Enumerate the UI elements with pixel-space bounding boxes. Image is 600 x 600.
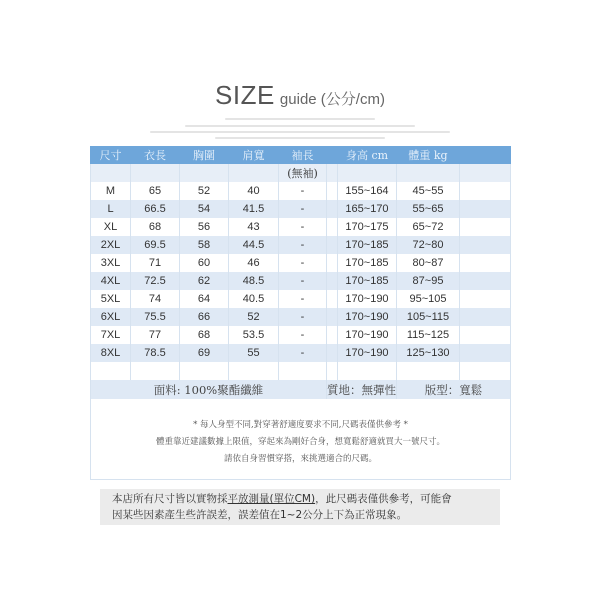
table-cell: 170~185 [338, 254, 397, 272]
size-table [90, 146, 511, 480]
table-cell [327, 308, 338, 326]
title-main: SIZE [215, 80, 275, 110]
blank-cell [338, 362, 397, 380]
table-cell: 72.5 [131, 272, 180, 290]
table-cell [460, 344, 511, 362]
table-cell: - [279, 308, 327, 326]
table-row [91, 290, 511, 308]
table-cell: 125~130 [397, 344, 460, 362]
table-cell [460, 308, 511, 326]
table-cell: 8XL [91, 344, 131, 362]
table-cell: 62 [180, 272, 229, 290]
table-cell: 43 [229, 218, 279, 236]
disclaimer-underlined: 平放測量(單位CM) [227, 493, 316, 505]
table-cell: 74 [131, 290, 180, 308]
table-cell: - [279, 182, 327, 200]
table-cell: 55 [229, 344, 279, 362]
table-cell [327, 290, 338, 308]
disclaimer-pre: 本店所有尺寸皆以實物採 [112, 493, 228, 505]
table-cell: 170~190 [338, 344, 397, 362]
table-cell: 75.5 [131, 308, 180, 326]
table-cell: 115~125 [397, 326, 460, 344]
column-header: 衣長 [131, 146, 180, 164]
table-cell: 170~175 [338, 218, 397, 236]
table-cell: 105~115 [397, 308, 460, 326]
table-cell [327, 326, 338, 344]
table-cell [327, 272, 338, 290]
table-row [91, 182, 511, 200]
blank-cell [327, 362, 338, 380]
table-row [91, 308, 511, 326]
table-cell: 170~190 [338, 308, 397, 326]
table-cell: 68 [131, 218, 180, 236]
table-cell: 4XL [91, 272, 131, 290]
table-cell: 55~65 [397, 200, 460, 218]
table-cell [460, 218, 511, 236]
table-cell [460, 326, 511, 344]
disclaimer-post: ，此尺碼表僅供參考，可能會 [315, 493, 452, 505]
material-row [91, 380, 511, 399]
table-cell [460, 182, 511, 200]
blank-cell [279, 362, 327, 380]
table-cell: 64 [180, 290, 229, 308]
table-cell: - [279, 254, 327, 272]
table-cell: M [91, 182, 131, 200]
subheader-cell [180, 164, 229, 182]
notes-row [91, 399, 511, 480]
table-row [91, 344, 511, 362]
table-cell [460, 200, 511, 218]
table-cell: 2XL [91, 236, 131, 254]
table-cell [460, 272, 511, 290]
blank-cell [91, 362, 131, 380]
table-row [91, 236, 511, 254]
texture-cell: 質地：無彈性 [327, 380, 397, 399]
blank-cell [229, 362, 279, 380]
table-cell [327, 344, 338, 362]
table-cell: 170~190 [338, 290, 397, 308]
table-cell [327, 218, 338, 236]
table-row [91, 254, 511, 272]
table-cell [327, 200, 338, 218]
table-cell: XL [91, 218, 131, 236]
table-cell: 72~80 [397, 236, 460, 254]
column-header: 尺寸 [91, 146, 131, 164]
table-cell: 66 [180, 308, 229, 326]
fit-cell: 版型：寬鬆 [397, 380, 511, 399]
table-cell: 53.5 [229, 326, 279, 344]
blank-cell [180, 362, 229, 380]
blank-row [91, 362, 511, 380]
subheader-cell [91, 164, 131, 182]
column-header [327, 146, 338, 164]
table-cell: 46 [229, 254, 279, 272]
blank-cell [397, 362, 460, 380]
table-cell: 170~185 [338, 236, 397, 254]
table-cell: 80~87 [397, 254, 460, 272]
table-cell: - [279, 236, 327, 254]
column-header: 身高 cm [338, 146, 397, 164]
table-cell: 65~72 [397, 218, 460, 236]
subheader-cell [397, 164, 460, 182]
table-cell: 58 [180, 236, 229, 254]
table-cell: 5XL [91, 290, 131, 308]
table-row [91, 272, 511, 290]
table-cell: 68 [180, 326, 229, 344]
material-cell: 面料: 100%聚酯纖維 [91, 380, 327, 399]
table-cell [327, 236, 338, 254]
table-cell [327, 254, 338, 272]
table-cell: 170~190 [338, 326, 397, 344]
table-cell: 54 [180, 200, 229, 218]
table-cell [327, 182, 338, 200]
table-cell: 45~55 [397, 182, 460, 200]
table-cell: - [279, 200, 327, 218]
table-cell: - [279, 272, 327, 290]
table-cell: 48.5 [229, 272, 279, 290]
table-cell: 66.5 [131, 200, 180, 218]
table-cell: 65 [131, 182, 180, 200]
table-cell: 52 [229, 308, 279, 326]
subheader-cell [338, 164, 397, 182]
table-row [91, 218, 511, 236]
note-line: * 每人身型不同,對穿著舒適度要求不同,尺碼表僅供參考 * [193, 419, 408, 430]
table-cell: - [279, 290, 327, 308]
title-suffix: guide (公分/cm) [279, 91, 385, 108]
header-row [91, 146, 511, 164]
blank-cell [131, 362, 180, 380]
table-cell: 41.5 [229, 200, 279, 218]
column-header [460, 146, 511, 164]
decorative-subtitle [0, 114, 600, 139]
notes-cell [91, 399, 511, 480]
table-cell: L [91, 200, 131, 218]
table-cell: 69.5 [131, 236, 180, 254]
column-header: 肩寬 [229, 146, 279, 164]
column-header: 胸圍 [180, 146, 229, 164]
table-cell: 40 [229, 182, 279, 200]
table-cell: 44.5 [229, 236, 279, 254]
table-cell: - [279, 344, 327, 362]
table-cell: 71 [131, 254, 180, 272]
table-cell: 77 [131, 326, 180, 344]
table-cell: 69 [180, 344, 229, 362]
table-cell: 6XL [91, 308, 131, 326]
table-cell: - [279, 218, 327, 236]
measurement-disclaimer [100, 489, 500, 525]
table-cell: 155~164 [338, 182, 397, 200]
table-cell: 40.5 [229, 290, 279, 308]
column-header: 袖長 [279, 146, 327, 164]
table-cell: 78.5 [131, 344, 180, 362]
table-row [91, 326, 511, 344]
table-cell: 165~170 [338, 200, 397, 218]
subheader-cell: (無袖) [279, 164, 327, 182]
disclaimer-line2: 因某些因素產生些許誤差，誤差值在1~2公分上下為正常現象。 [112, 509, 408, 521]
subheader-cell [131, 164, 180, 182]
column-header: 體重 kg [397, 146, 460, 164]
table-cell [460, 236, 511, 254]
table-cell: 7XL [91, 326, 131, 344]
table-cell [460, 254, 511, 272]
table-cell [460, 290, 511, 308]
subheader-cell [229, 164, 279, 182]
table-cell: 95~105 [397, 290, 460, 308]
blank-cell [460, 362, 511, 380]
note-line: 請依自身習慣穿搭，來挑選適合的尺碼。 [223, 453, 377, 464]
table-cell: - [279, 326, 327, 344]
subheader-row [91, 164, 511, 182]
table-cell: 170~185 [338, 272, 397, 290]
table-cell: 52 [180, 182, 229, 200]
table-cell: 3XL [91, 254, 131, 272]
table-row [91, 200, 511, 218]
table-cell: 87~95 [397, 272, 460, 290]
subheader-cell [460, 164, 511, 182]
table-cell: 56 [180, 218, 229, 236]
size-guide-title [0, 80, 600, 111]
subheader-cell [327, 164, 338, 182]
table-cell: 60 [180, 254, 229, 272]
note-line: 體重靠近建議數據上限值，穿起來為剛好合身，想寬鬆舒適就買大一號尺寸。 [155, 436, 445, 447]
